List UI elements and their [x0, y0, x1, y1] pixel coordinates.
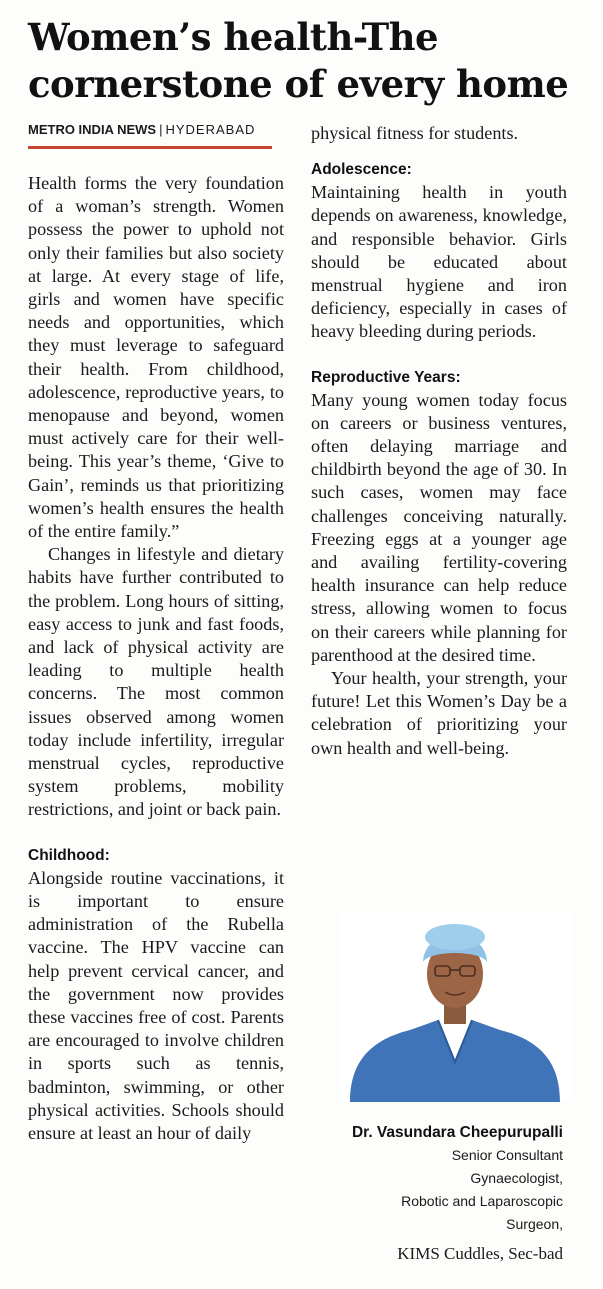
author-credit	[311, 1122, 563, 1266]
headline-line-2: cornerstone of every home	[28, 62, 569, 106]
article-headline	[28, 14, 588, 108]
adolescence-heading: Adolescence:	[311, 161, 412, 179]
intro-paragraph: Health forms the very foundation of a woman’s strength. Women possess the power to uphold not only their families but also society at large. At every stage of life, girls and women have specific needs and opportunities, which they must leverage to safeguard their health. From childhood, adolescence, reproductive years, to menopause and beyond, women must actively care for their well-being. This year’s theme, ‘Give to Gain’, reminds us that prioritizing women’s health ensures the health of the entire family.”	[28, 173, 284, 542]
author-title-line-3: Robotic and Laparoscopic	[401, 1193, 563, 1209]
left-column	[28, 172, 284, 1145]
cap-top	[425, 924, 485, 950]
author-photo	[340, 912, 570, 1102]
author-title-line-2: Gynaecologist,	[470, 1170, 563, 1186]
byline-rule	[28, 146, 272, 149]
childhood-continued: physical fitness for students.	[311, 123, 519, 143]
childhood-paragraph: Alongside routine vaccinations, it is important to ensure administration of the Rubella vaccine. The HPV vaccine can help prevent cervical cancer, and the government now provides these vaccines free of cost. Parents are encouraged to involve children in sports such as tennis, badminton, swimming, or other physical activities. Schools should ensure at least an hour of daily	[28, 867, 284, 1143]
lifestyle-paragraph: Changes in lifestyle and dietary habits have further contributed to the problem. Long hours of sitting, easy access to junk and fast foods, and lack of physical activity are leading to multiple health concerns. The most common issues observed among women today include infertility, irregular menstrual cycles, reproductive system problems, mobility restrictions, and joint or back pain.	[28, 544, 284, 820]
childhood-heading: Childhood:	[28, 846, 110, 864]
reproductive-paragraph: Many young women today focus on careers or business ventures, often delaying marriage and childbirth beyond the age of 30. In such cases, women may face challenges conceiving naturally. Freezing eggs at a younger age and availing fertility-covering health insurance can help reduce stress, allowing women to focus on their careers while planning for parenthood at the desired time.	[311, 389, 567, 665]
section-spacer	[28, 822, 284, 845]
reproductive-heading: Reproductive Years:	[311, 368, 461, 386]
closing-paragraph: Your health, your strength, your future! Let this Women’s Day be a celebration of prioritizing your own health and well-being.	[311, 668, 567, 758]
byline-source: METRO INDIA NEWS	[28, 122, 157, 137]
author-hospital: KIMS Cuddles, Sec-bad	[397, 1244, 563, 1263]
author-name: Dr. Vasundara Cheepurupalli	[351, 1124, 563, 1141]
byline-city: HYDERABAD	[165, 122, 256, 137]
right-column	[311, 122, 567, 760]
author-title-line-1: Senior Consultant	[451, 1147, 563, 1163]
adolescence-paragraph: Maintaining health in youth depends on awareness, knowledge, and responsible behavior. Girls should be educated about menstrual hygiene and iron deficiency, especially in cases of heavy bleeding during periods.	[311, 182, 567, 342]
byline	[28, 122, 273, 137]
author-title-line-4: Surgeon,	[506, 1216, 563, 1232]
section-spacer	[311, 344, 567, 367]
headline-line-1: Women’s health-The	[28, 15, 439, 59]
section-spacer	[311, 145, 567, 159]
byline-separator: |	[159, 122, 163, 137]
